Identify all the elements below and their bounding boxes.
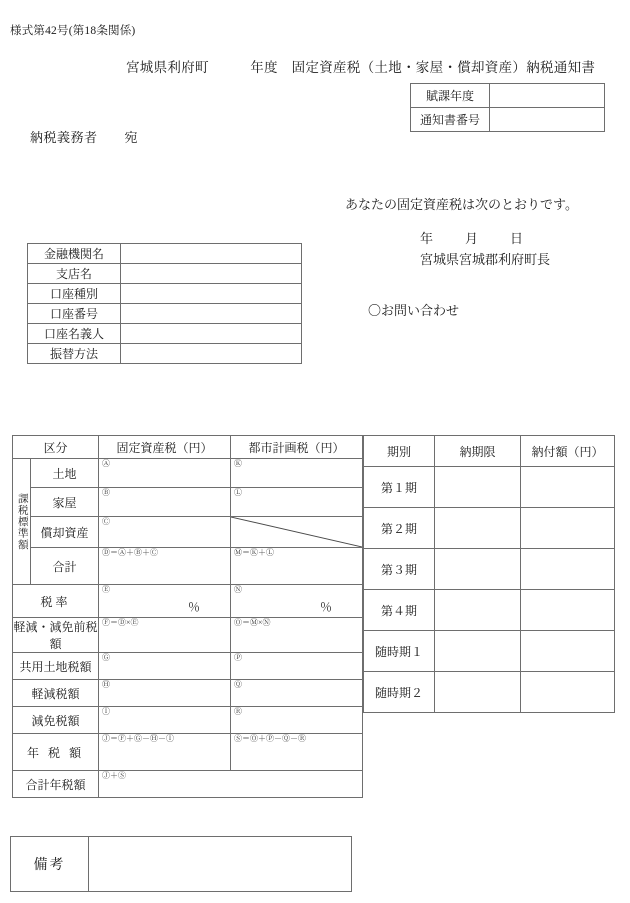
page-title: 宮城県利府町 年度 固定資産税（土地・家屋・償却資産）納税通知書 [126,60,596,75]
table-row [364,508,615,549]
table-row-annual-tax [13,734,363,771]
due-date-field-4[interactable] [435,590,521,631]
period-label-adhoc-1: 随時期１ [364,631,435,672]
row-label-depreciable: 償却資産 [31,517,99,548]
marker-k: Ⓚ [234,459,242,468]
table-row-house [13,488,363,517]
bank-account-table [27,243,302,364]
period-label-adhoc-2: 随時期２ [364,672,435,713]
amount-field-adhoc-1[interactable] [521,631,615,672]
addressee-line: 納税義務者 宛 [30,130,139,145]
table-row-before-reduction [13,618,363,653]
issue-date-line: 年 月 日 [420,231,526,246]
reduction-fixed-cell[interactable] [99,680,231,707]
period-label-4: 第４期 [364,590,435,631]
depreciable-city-planning-cell-struck [231,517,363,548]
table-row [364,549,615,590]
row-label-total: 合計 [31,548,99,585]
due-date-field-adhoc-2[interactable] [435,672,521,713]
table-header-row [13,436,363,459]
table-row [364,590,615,631]
table-row [364,672,615,713]
form-number: 様式第42号(第18条関係) [10,25,136,37]
table-row-taxable-total [13,548,363,585]
table-row-land [13,459,363,488]
exemption-fixed-cell[interactable] [99,707,231,734]
exemption-city-cell[interactable] [231,707,363,734]
bank-name-field[interactable] [121,244,302,264]
notice-number-label: 通知書番号 [411,108,490,132]
row-label-house: 家屋 [31,488,99,517]
assessment-year-field[interactable] [490,84,605,108]
annual-tax-city-cell[interactable] [231,734,363,771]
remarks-label: 備考 [11,837,89,892]
amount-field-3[interactable] [521,549,615,590]
marker-b: Ⓑ [102,488,110,497]
taxable-base-group-text: 課税標準額 [16,492,28,551]
marker-l: Ⓛ [234,488,242,497]
period-label-1: 第１期 [364,467,435,508]
row-label-grand-total: 合計年税額 [13,771,99,798]
assessment-year-label: 賦課年度 [411,84,490,108]
marker-q: Ⓠ [234,680,242,689]
land-city-planning-cell[interactable] [231,459,363,488]
table-row [11,837,352,892]
table-row [28,244,302,264]
header-city-planning-tax: 都市計画税（円） [231,436,363,459]
marker-j-formula: Ⓙ＝Ⓕ＋Ⓖ－Ⓗ－Ⓘ [102,734,174,743]
before-reduction-fixed-cell[interactable] [99,618,231,653]
remarks-table [10,836,352,892]
depreciable-fixed-asset-cell[interactable] [99,517,231,548]
percent-sign-city: ％ [319,600,332,614]
marker-i: Ⓘ [102,707,110,716]
percent-sign-fixed: ％ [187,600,200,614]
table-row [411,84,605,108]
amount-field-2[interactable] [521,508,615,549]
table-row [364,631,615,672]
account-holder-label: 口座名義人 [28,324,121,344]
marker-n: Ⓝ [234,585,242,594]
account-holder-field[interactable] [121,324,302,344]
notice-number-table [410,83,605,132]
period-label-3: 第３期 [364,549,435,590]
table-header-row [364,436,615,467]
reduction-city-cell[interactable] [231,680,363,707]
amount-field-adhoc-2[interactable] [521,672,615,713]
due-date-field-1[interactable] [435,467,521,508]
bank-name-label: 金融機関名 [28,244,121,264]
tax-calculation-table [12,435,363,798]
row-label-reduction: 軽減税額 [13,680,99,707]
branch-name-label: 支店名 [28,264,121,284]
marker-c: Ⓒ [102,517,110,526]
row-label-shared-land: 共用土地税額 [13,653,99,680]
table-row-depreciable [13,517,363,548]
row-label-rate: 税率 [13,585,99,618]
due-date-field-adhoc-1[interactable] [435,631,521,672]
marker-j-plus-s: Ⓙ＋Ⓢ [102,771,126,780]
taxable-base-group-label [13,459,31,585]
marker-r: Ⓡ [234,707,242,716]
table-row-grand-total [13,771,363,798]
rate-fixed-asset-cell[interactable] [99,585,231,618]
transfer-method-label: 振替方法 [28,344,121,364]
shared-land-fixed-cell[interactable] [99,653,231,680]
notice-number-field[interactable] [490,108,605,132]
installment-schedule-table [363,435,615,713]
table-row-rate [13,585,363,618]
table-row [28,264,302,284]
row-label-exemption: 減免税額 [13,707,99,734]
account-type-label: 口座種別 [28,284,121,304]
table-row [364,467,615,508]
shared-land-city-cell[interactable] [231,653,363,680]
before-reduction-city-cell[interactable] [231,618,363,653]
header-kubun: 区分 [13,436,99,459]
table-row [411,108,605,132]
marker-e: Ⓔ [102,585,110,594]
land-fixed-asset-cell[interactable] [99,459,231,488]
marker-h: Ⓗ [102,680,110,689]
house-city-planning-cell[interactable] [231,488,363,517]
row-label-land: 土地 [31,459,99,488]
marker-s-formula: Ⓢ＝Ⓞ＋Ⓟ－Ⓠ－Ⓡ [234,734,306,743]
period-label-2: 第２期 [364,508,435,549]
inquiry-heading: 〇お問い合わせ [368,303,460,318]
marker-o-formula: Ⓞ＝Ⓜ×Ⓝ [234,618,271,627]
total-fixed-asset-cell[interactable] [99,548,231,585]
table-row-exemption [13,707,363,734]
transfer-method-field[interactable] [121,344,302,364]
header-payment-amount: 納付額（円） [521,436,615,467]
table-row [28,324,302,344]
grand-total-cell[interactable] [99,771,363,798]
row-label-annual-tax: 年 税 額 [13,734,99,771]
due-date-field-3[interactable] [435,549,521,590]
table-row [28,344,302,364]
amount-field-1[interactable] [521,467,615,508]
table-row [28,304,302,324]
table-row-shared-land [13,653,363,680]
marker-m-formula: Ⓜ＝Ⓚ＋Ⓛ [234,548,274,557]
marker-f-formula: Ⓕ＝Ⓓ×Ⓔ [102,618,139,627]
marker-d-formula: Ⓓ＝Ⓐ＋Ⓑ＋Ⓒ [102,548,158,557]
diagonal-strike-icon [231,517,362,547]
annual-tax-fixed-cell[interactable] [99,734,231,771]
table-row [28,284,302,304]
header-fixed-asset-tax: 固定資産税（円） [99,436,231,459]
statement-text: あなたの固定資産税は次のとおりです。 [345,197,578,212]
marker-g: Ⓖ [102,653,110,662]
marker-p: Ⓟ [234,653,242,662]
table-row-reduction [13,680,363,707]
due-date-field-2[interactable] [435,508,521,549]
branch-name-field[interactable] [121,264,302,284]
marker-a: Ⓐ [102,459,110,468]
remarks-field[interactable] [89,837,352,892]
account-number-label: 口座番号 [28,304,121,324]
header-due-date: 納期限 [435,436,521,467]
issuer-name: 宮城県宮城郡利府町長 [420,252,551,267]
account-number-field[interactable] [121,304,302,324]
row-label-before-reduction: 軽減・減免前税額 [13,618,99,653]
amount-field-4[interactable] [521,590,615,631]
total-city-planning-cell[interactable] [231,548,363,585]
header-period: 期別 [364,436,435,467]
house-fixed-asset-cell[interactable] [99,488,231,517]
account-type-field[interactable] [121,284,302,304]
rate-city-planning-cell[interactable] [231,585,363,618]
